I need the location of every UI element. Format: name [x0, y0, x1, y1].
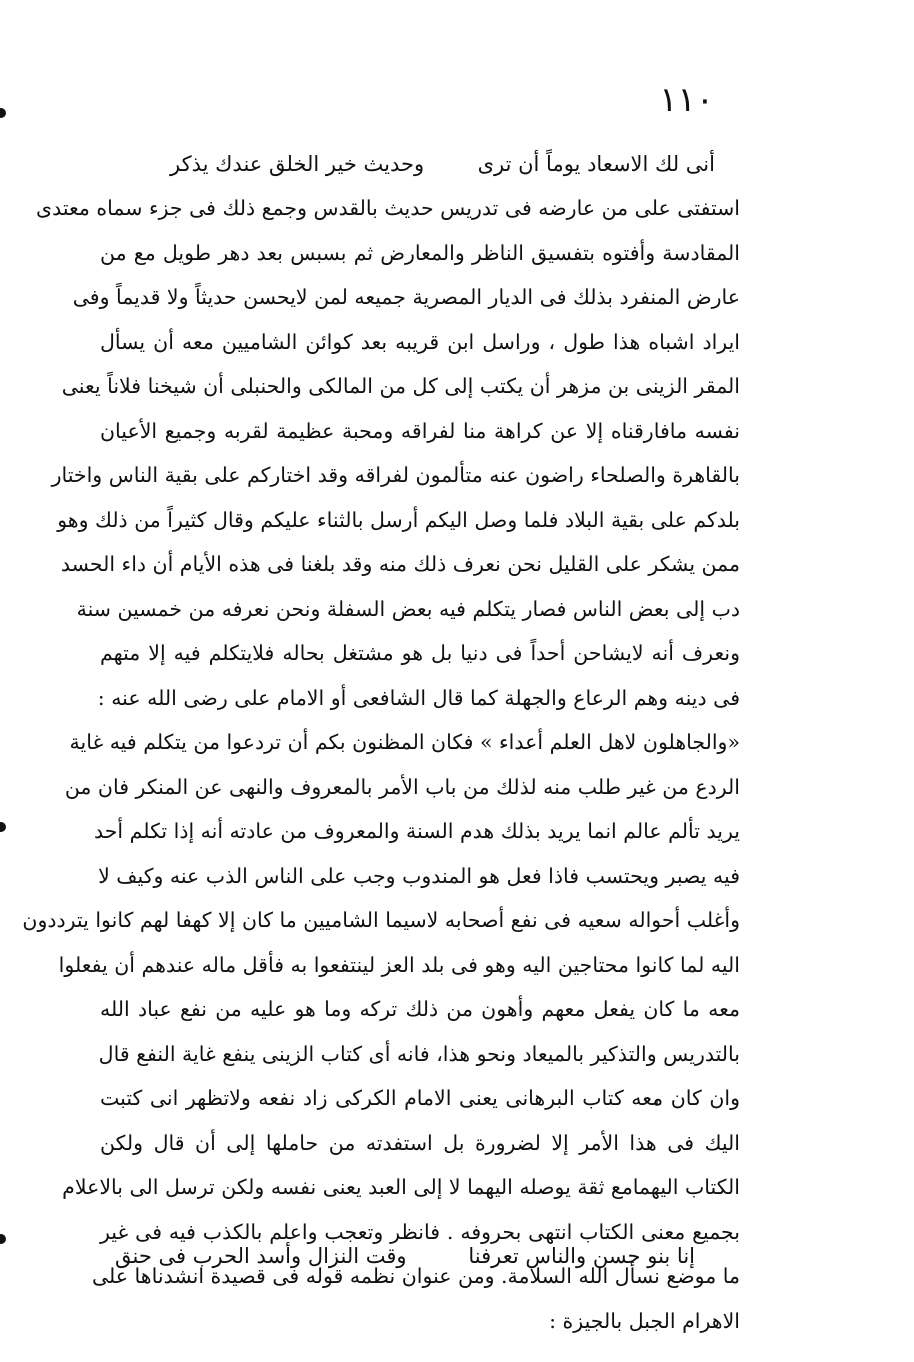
text-line: المقادسة وأفتوه بتفسيق الناظر والمعارض ثم بسبس بعد دهر طويل مع من: [100, 240, 740, 265]
text-line: الردع من غير طلب منه لذلك من باب الأمر بالمعروف والنهى عن المنكر فان من: [64, 774, 740, 799]
verse-bottom-first-hemistich: إنا بنو حسن والناس تعرفنا: [468, 1244, 695, 1268]
text-line: وان كان معه كتاب البرهانى يعنى الامام الكركى زاد نفعه ولاتظهر انى كتبت: [100, 1086, 740, 1110]
text-line: فيه يصبر ويحتسب فاذا فعل هو المندوب وجب على الناس الذب عنه وكيف لا: [98, 863, 740, 888]
text-line: الاهرام الجبل بالجيزة :: [549, 1308, 740, 1333]
margin-mark: [0, 822, 6, 832]
text-line: ممن يشكر على القليل نحن نعرف ذلك منه وقد بلغنا فى هذه الأيام أن داء الحسد: [60, 552, 740, 576]
text-line: دب إلى بعض الناس فصار يتكلم فيه بعض السفلة ونحن نعرفه من خمسين سنة: [76, 596, 740, 621]
text-line: «والجاهلون لاهل العلم أعداء » فكان المظنون بكم أن تردعوا من يتكلم فيه غاية: [69, 730, 740, 754]
text-line: ما موضع نسأل الله السلامة. ومن عنوان نظمه قوله فى قصيدة انشدناها على: [91, 1264, 740, 1288]
text-line: اليك فى هذا الأمر إلا لضرورة بل استفدته من حاملها إلى أن قال ولكن: [100, 1130, 740, 1155]
text-line: عارض المنفرد بذلك فى الديار المصرية جميعه لمن لايحسن حديثاً ولا قديماً وفى: [72, 285, 740, 309]
verse-bottom-second-hemistich: وقت النزال وأسد الحرب فى حنق: [115, 1244, 407, 1268]
text-line: الكتاب اليهمامع ثقة يوصله اليهما لا إلى العبد يعنى نفسه ولكن ترسل الى بالاعلام: [62, 1175, 740, 1199]
verse-top-first-hemistich: أنى لك الاسعاد يوماً أن ترى: [477, 152, 715, 176]
margin-mark: [0, 108, 6, 118]
margin-mark: [0, 1234, 6, 1244]
text-line: بجميع معنى الكتاب انتهى بحروفه . فانظر وتعجب واعلم بالكذب فيه فى غير: [100, 1219, 740, 1244]
verse-top-second-hemistich: وحديث خير الخلق عندك يذكر: [170, 152, 425, 176]
text-line: اليه لما كانوا محتاجين اليه وهو فى بلد العز لينتفعوا به فأقل ماله عندهم أن يفعلوا: [58, 952, 740, 977]
text-line: المقر الزينى بن مزهر أن يكتب إلى كل من المالكى والحنبلى أن شيخنا فلاناً يعنى: [61, 374, 740, 398]
body-text: [22, 186, 740, 1343]
text-line: يريد تألم عالم انما يريد بذلك هدم السنة والمعروف من عادته أنه إذا تكلم أحد: [94, 819, 740, 843]
text-line: نفسه مافارقناه إلا عن كراهة منا لفراقه ومحبة عظيمة لقربه وجميع الأعيان: [100, 418, 740, 443]
verse-top: [130, 142, 715, 186]
text-line: معه ما كان يفعل معهم وأهون من ذلك تركه وما هو عليه من نفع عباد الله: [100, 997, 740, 1021]
text-line: وأغلب أحواله سعيه فى نفع أصحابه لاسيما الشاميين ما كان إلا كهفا لهم كانوا يترددون: [22, 908, 740, 932]
text-line: ونعرف أنه لايشاحن أحداً فى دنيا بل هو مشتغل بحاله فلايتكلم فيه إلا متهم: [100, 641, 740, 665]
verse-bottom: [115, 1234, 695, 1278]
page-number: ١١٠: [659, 80, 714, 120]
text-line: بلدكم على بقية البلاد فلما وصل اليكم أرسل بالثناء عليكم وقال كثيراً من ذلك وهو: [57, 507, 740, 532]
text-line: ايراد اشباه هذا طول ، وراسل ابن قريبه بعد كوائن الشاميين معه أن يسأل: [100, 329, 740, 354]
text-line: بالتدريس والتذكير بالميعاد ونحو هذا، فانه أى كتاب الزينى ينفع غاية النفع قال: [98, 1041, 740, 1066]
text-line: فى دينه وهم الرعاع والجهلة كما قال الشافعى أو الامام على رضى الله عنه :: [97, 685, 740, 710]
text-line: بالقاهرة والصلحاء راضون عنه متألمون لفراقه وقد اختاركم على بقية الناس واختار: [51, 463, 740, 487]
text-line: استفتى على من عارضه فى تدريس حديث بالقدس وجمع ذلك فى جزء سماه معتدى: [36, 196, 740, 220]
